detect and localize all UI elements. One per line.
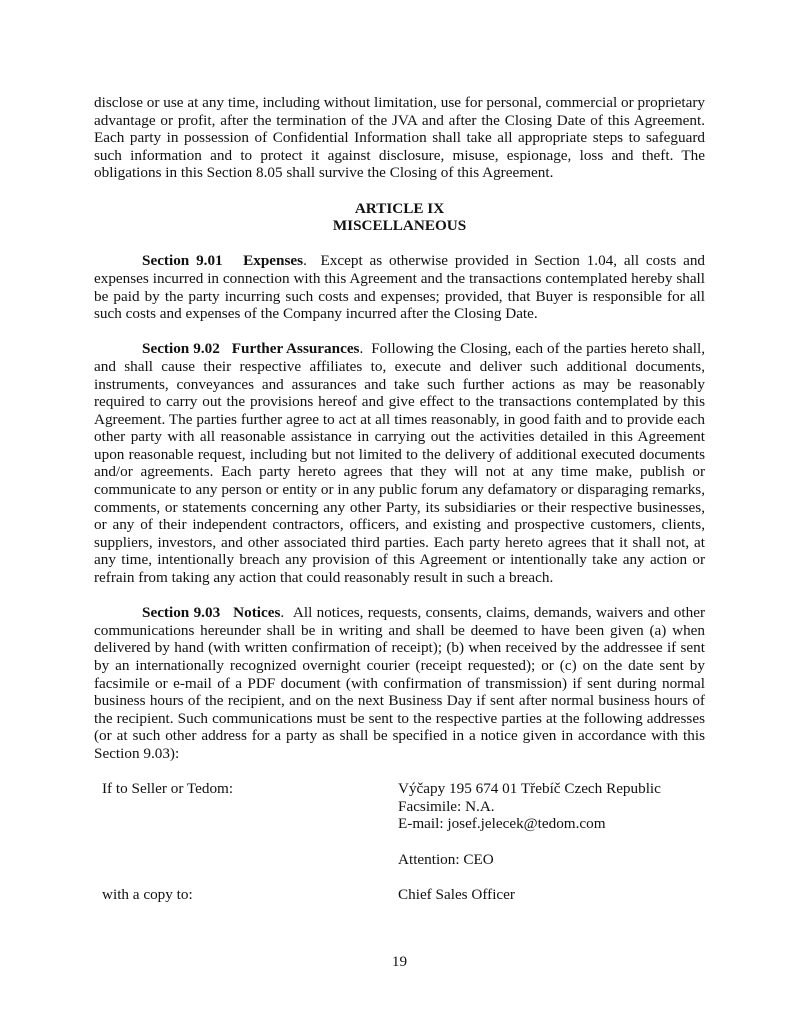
document-page [94,94,705,903]
article-number: ARTICLE IX [354,199,445,217]
section-body: Following the Closing, each of the parties hereto shall, and shall cause their respective affiliates to, execute and deliver such additional documents, instruments, conveyances and assurances and take such further actions as may be reasonably required to carry out the provisions hereof and give effect to the transactions contemplated by this Agreement. The parties further agree to act at all times reasonably, in good faith and to provide each other party with all reasonable assistance in carrying out the activities detailed in this Agreement upon reasonable request, including but not limited to the delivery of additional executed documents and/or agreements. Each party hereto agrees that they will not at any time make, publish or communicate to any person or entity or in any public forum any defamatory or disparaging remarks, comments, or statements concerning any other Party, its subsidiaries or their respective businesses, or any of their independent contractors, officers, and existing and prospective customers, clients, suppliers, investors, and other associated third parties. Each party hereto agrees that it shall not, at any time, intentionally breach any provision of this Agreement or intentionally take any action or refrain from taking any action that could reasonably result in such a breach. [94,340,706,587]
section-9-01: Section 9.01 Expenses. Except as otherwise provided in Section 1.04, all costs and expenses incurred in connection with this Agreement and the transactions contemplated hereby shall be paid by the party incurring such costs and expenses; provided, that Buyer is responsible for all such costs and expenses of the Company incurred after the Closing Date. [94,252,706,323]
section-title: Notices [233,604,281,622]
article-heading [94,200,705,235]
section-title: Further Assurances [231,340,360,358]
notice-copy-details [398,886,705,904]
seller-email: E-mail: josef.jelecek@tedom.com [398,815,606,833]
notice-seller-label: If to Seller or Tedom: [102,780,234,798]
notice-copy [94,886,705,904]
seller-facsimile: Facsimile: N.A. [398,797,495,815]
section-title: Expenses [243,252,304,270]
section-9-03: Section 9.03 Notices. All notices, requests, consents, claims, demands, waivers and other communications hereunder shall be in writing and shall be deemed to have been given (a) when delivered by hand (with written confirmation of receipt); (b) when received by the addressee if sent by an internationally recognized overnight courier (receipt requested); or (c) on the date sent by facsimile or e-mail of a PDF document (with confirmation of transmission) if sent during normal business hours of the recipient, and on the next Business Day if sent after normal business hours of the recipient. Such communications must be sent to the respective parties at the following addresses (or at such other address for a party as shall be specified in a notice given in accordance with this Section 9.03): [94,604,706,762]
copy-recipient: Chief Sales Officer [398,885,515,903]
article-title: MISCELLANEOUS [332,217,467,235]
section-body: All notices, requests, consents, claims, demands, waivers and other communications hereunder shall be in writing and shall be deemed to have been given (a) when delivered by hand (with written confirmation of receipt); (b) when received by the addressee if sent by an internationally recognized overnight courier (receipt requested); or (c) on the date sent by facsimile or e-mail of a PDF document (with confirmation of transmission) if sent during normal business hours of the recipient, and on the next Business Day if sent after normal business hours of the recipient. Such communications must be sent to the respective parties at the following addresses (or at such other address for a party as shall be specified in a notice given in accordance with this Section 9.03): [94,604,706,762]
section-body: Except as otherwise provided in Section 1.04, all costs and expenses incurred in connection with this Agreement and the transactions contemplated hereby shall be paid by the party incurring such costs and expenses; provided, that Buyer is responsible for all such costs and expenses of the Company incurred after the Closing Date. [94,252,706,323]
seller-address: Výčapy 195 674 01 Třebíč Czech Republic [398,780,661,798]
notice-seller-details [398,780,705,868]
section-number: Section 9.02 [142,340,220,358]
seller-attention: Attention: CEO [398,850,494,868]
section-number: Section 9.01 [142,252,223,270]
page-number: 19 [391,953,408,970]
section-9-02: Section 9.02 Further Assurances. Following the Closing, each of the parties hereto shall, and shall cause their respective affiliates to, execute and deliver such additional documents, instruments, conveyances and assurances and take such further actions as may be reasonably required to carry out the provisions hereof and give effect to the transactions contemplated by this Agreement. The parties further agree to act at all times reasonably, in good faith and to provide each other party with all reasonable assistance in carrying out the activities detailed in this Agreement upon reasonable request, including but not limited to the delivery of additional executed documents and/or agreements. Each party hereto agrees that they will not at any time make, publish or communicate to any person or entity or in any public forum any defamatory or disparaging remarks, comments, or statements concerning any other Party, its subsidiaries or their respective businesses, or any of their independent contractors, officers, and existing and prospective customers, clients, suppliers, investors, and other associated third parties. Each party hereto agrees that it shall not, at any time, intentionally breach any provision of this Agreement or intentionally take any action or refrain from taking any action that could reasonably result in such a breach. [94,340,706,587]
section-number: Section 9.03 [142,604,221,622]
continuation-paragraph: disclose or use at any time, including without limitation, use for personal, commercial or proprietary advantage or profit, after the termination of the JVA and after the Closing Date of this Agreement. Each party in possession of Confidential Information shall take all appropriate steps to safeguard such information and to protect it against disclosure, misuse, espionage, loss and theft. The obligations in this Section 8.05 shall survive the Closing of this Agreement. [94,94,705,182]
notice-copy-label: with a copy to: [102,885,193,903]
notice-seller [94,780,705,868]
